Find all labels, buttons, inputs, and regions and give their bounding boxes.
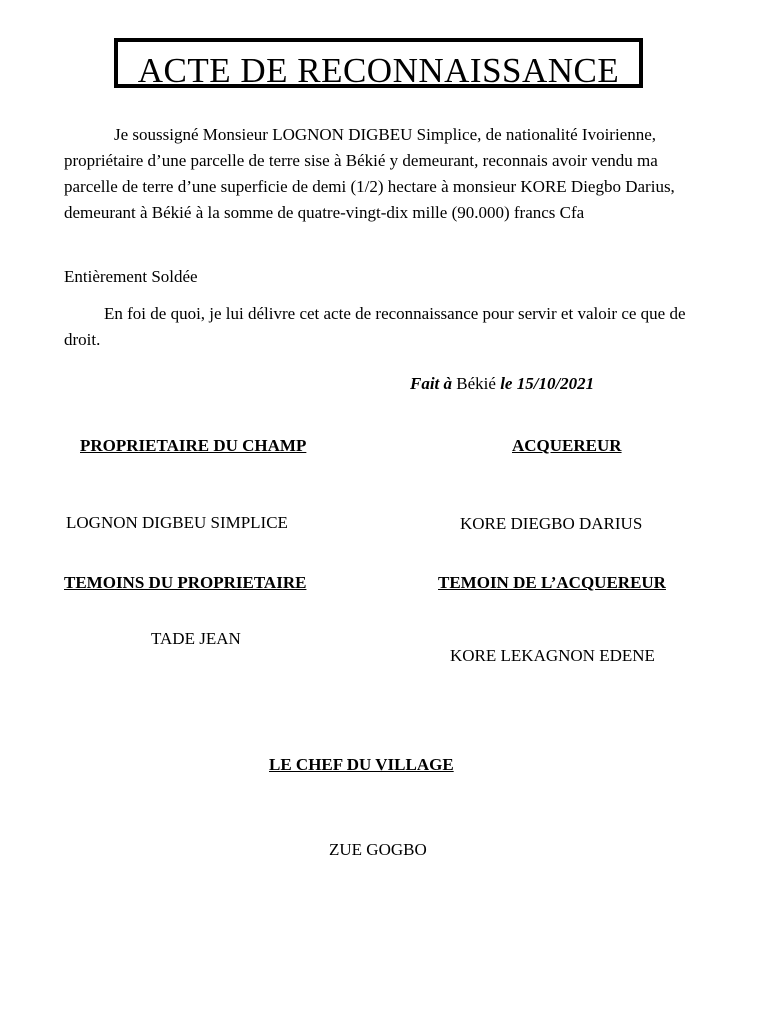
village-chief-heading: LE CHEF DU VILLAGE [269, 755, 454, 774]
buyer-witness-heading: TEMOIN DE L’ACQUEREUR [438, 573, 666, 592]
owner-witness-heading: TEMOINS DU PROPRIETAIRE [64, 573, 307, 592]
title-box [114, 38, 643, 88]
owner-name: LOGNON DIGBEU SIMPLICE [66, 513, 288, 532]
document-title: ACTE DE RECONNAISSANCE [137, 51, 620, 88]
closing-paragraph: En foi de quoi, je lui délivre cet acte de reconnaissance pour servir et valoir ce que de droit. [64, 304, 686, 349]
buyer-name: KORE DIEGBO DARIUS [460, 514, 643, 533]
fait-place: Békié [456, 374, 496, 393]
buyer-heading: ACQUEREUR [512, 436, 622, 455]
buyer-witness-name: KORE LEKAGNON EDENE [450, 646, 655, 665]
village-chief-name: ZUE GOGBO [329, 840, 427, 859]
owner-heading: PROPRIETAIRE DU CHAMP [80, 436, 307, 455]
payment-status: Entièrement Soldée [64, 267, 198, 286]
sale-declaration-paragraph: Je soussigné Monsieur LOGNON DIGBEU Simplice, de nationalité Ivoirienne, propriétaire d’une parcelle de terre sise à Békié y demeurant, reconnais avoir vendu ma parcelle de terre d’une superficie de demi (1/2) hectare à monsieur KORE Diegbo Darius, demeurant à Békié à la somme de quatre-vingt-dix mille (90.000) francs Cfa [64, 125, 675, 222]
owner-witness-name: TADE JEAN [151, 629, 241, 648]
fait-label: Fait à [410, 374, 453, 393]
place-date-line [410, 372, 594, 396]
fait-date: le 15/10/2021 [500, 374, 595, 393]
